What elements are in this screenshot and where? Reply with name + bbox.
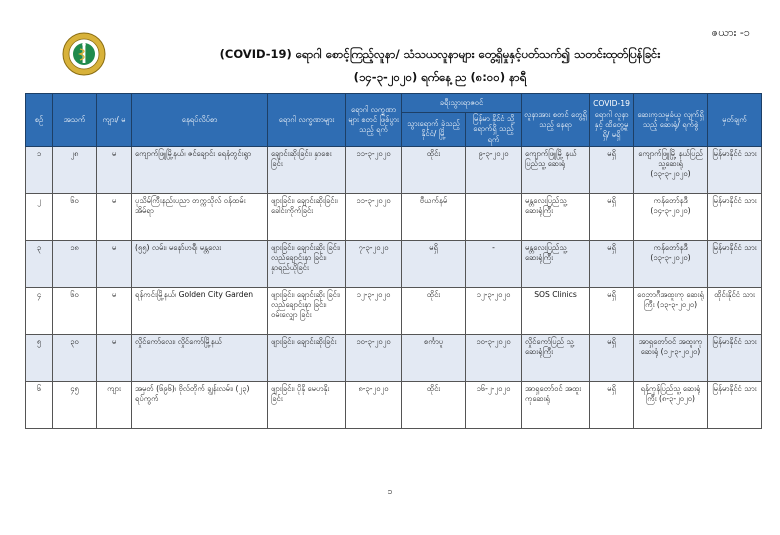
cell-symptoms: ဖျားခြင်း၊ ပိုနို မေပာနိုး ခြင်း [268, 381, 346, 428]
cell-address: (၅၅) လမ်း၊ မနော်ဟရီ၊ မန္တလေး [132, 240, 268, 287]
table-row [26, 240, 762, 287]
cell-sex: မ [97, 240, 132, 287]
cell-no: ၂ [26, 193, 53, 240]
table-row [26, 334, 762, 381]
cell-country: မရှိ [402, 240, 466, 287]
cell-country: စင်္ကာပူ [402, 334, 466, 381]
header-travel-country: သွားရောက် ခဲ့သည့် နိုင်ငံ/ မြို့ [402, 113, 466, 147]
cell-sex: မ [97, 193, 132, 240]
cell-no: ၁ [26, 146, 53, 193]
cell-address: ကျောက်ဖြူမြို့နယ်၊ ဇင်ချောင်း ရေနံတွင်းရွာ [132, 146, 268, 193]
header-travel-history: ခရီးသွားရာဇဝင် [402, 94, 522, 113]
table-row [26, 146, 762, 193]
table-row [26, 287, 762, 334]
cell-symptoms: ဖျားခြင်း၊ ချောင်းဆိုး ခြင်း၊ လည်ချောင်းနာ ခြင်း၊ ဝမ်းလျှော ခြင်း [268, 287, 346, 334]
cell-return: - [466, 240, 522, 287]
cell-sex: မ [97, 334, 132, 381]
cell-contact: မရှိ [590, 287, 634, 334]
header-contact: COVID-19 ရောဂါ လူနာနှင့် ထိတွေ့မှု ရှိ/ မရှိ [590, 94, 634, 147]
table-row [26, 193, 762, 240]
cell-age: ၁၈ [53, 240, 97, 287]
cell-contact: မရှိ [590, 334, 634, 381]
cell-return: ၁၂-၃-၂၀၂၀ [466, 287, 522, 334]
cell-hospital: ရန်ကုန်ပြည်သူ့ ဆေးရုံကြီး (၈-၃-၂၀၂၀) [634, 381, 708, 428]
cell-sex: ကျား [97, 381, 132, 428]
cell-symptoms: ဖျားခြင်း၊ ချောင်းဆိုးခြင်း၊ ခေါင်းကိုက်ခြင်း [268, 193, 346, 240]
cell-contact: မရှိ [590, 240, 634, 287]
cell-sex: မ [97, 146, 132, 193]
cell-onset: ၁၂-၃-၂၀၂၀ [346, 287, 402, 334]
cell-return: ၉-၃-၂၀၂၀ [466, 146, 522, 193]
cell-onset: ၇-၃-၂၀၂၀ [346, 240, 402, 287]
table-row [26, 381, 762, 428]
page-number: ၁ [387, 487, 393, 497]
cell-age: ၆၀ [53, 193, 97, 240]
cell-country: ထိုင်း [402, 146, 466, 193]
cell-no: ၄ [26, 287, 53, 334]
cell-country: ထိုင်း [402, 287, 466, 334]
cell-onset: ၁၁-၃-၂၀၂၀ [346, 146, 402, 193]
cell-facility: SOS Clinics [522, 287, 590, 334]
cell-contact: မရှိ [590, 193, 634, 240]
cell-remarks: မြန်မာနိုင်ငံ သား [708, 193, 762, 240]
header-address: နေရပ်လိပ်စာ [132, 94, 268, 147]
cell-onset: ၁၁-၃-၂၀၂၀ [346, 193, 402, 240]
cell-no: ၆ [26, 381, 53, 428]
cell-hospital: အာရှတော်ဝင် အထူးကုဆေးရုံ (၁၂-၃-၂၀၂၀) [634, 334, 708, 381]
cell-symptoms: ချောင်းဆိုးခြင်း၊ နှာစေးခြင်း [268, 146, 346, 193]
cell-address: ပုသိမ်ကြီးနည်းပညာ တက္ကသိုလ် ဝန်ထမ်း အိမ်ရာ [132, 193, 268, 240]
cell-remarks: ထိုင်းနိုင်ငံ သား [708, 287, 762, 334]
cell-facility: အာရှတော်ဝင် အထူးကုဆေးရုံ [522, 381, 590, 428]
header-remarks: မှတ်ချက် [708, 94, 762, 147]
cell-facility: ကျောက်ဖြူမြို့ နယ်ပြည်သူ့ ဆေးရုံ [522, 146, 590, 193]
annex-label: ဇယား -၁ [711, 26, 750, 39]
header-hospital: ဆေးကုသမှုခံယူ လျက်ရှိသည့် ဆေးရုံ/ ရက်စွဲ [634, 94, 708, 147]
cell-no: ၃ [26, 240, 53, 287]
cell-facility: လှိုင်ကော်ပြည် သူ့ ဆေးရုံကြီး [522, 334, 590, 381]
cell-sex: မ [97, 287, 132, 334]
cell-address: အမှတ် (၆၉၆)၊ ဗိုလ်တိုက် ချွန်းလမ်း၊ (၂၃) ရပ်ကွက် [132, 381, 268, 428]
cell-return [466, 193, 522, 240]
header-age: အသက် [53, 94, 97, 147]
cell-address: လှိုင်ကော်လေး၊ လှိုင်ကော်မြို့နယ် [132, 334, 268, 381]
cell-address: ရန်ကင်းမြို့နယ်၊ Golden City Garden [132, 287, 268, 334]
cell-facility: မန္တလေးပြည်သူ့ ဆေးရုံကြီး [522, 240, 590, 287]
ministry-seal-logo [62, 32, 106, 76]
cell-symptoms: ဖျားခြင်း၊ ချောင်းဆိုး ခြင်း၊ လည်ချောင်းနာ ခြင်း၊ နှာရည်ယိုခြင်း [268, 240, 346, 287]
patient-table [25, 93, 762, 429]
cell-remarks: မြန်မာနိုင်ငံ သား [708, 146, 762, 193]
report-title: (COVID-19) ရောဂါ စောင့်ကြည့်လူနာ/ သံသယလူနာများ တွေ့ရှိမှုနှင့်ပတ်သက်၍ သတင်းထုတ်ပြန်ခြင်း [219, 47, 661, 61]
cell-remarks: မြန်မာနိုင်ငံ သား [708, 381, 762, 428]
cell-contact: မရှိ [590, 146, 634, 193]
header-return-date: မြန်မာ နိုင်ငံ သို့ ရောက်ရှိ သည့်ရက် [466, 113, 522, 147]
cell-remarks: မြန်မာနိုင်ငံ သား [708, 334, 762, 381]
cell-symptoms: ဖျားခြင်း၊ ချောင်းဆိုးခြင်း [268, 334, 346, 381]
header-sex: ကျား/ မ [97, 94, 132, 147]
cell-facility: မန္တလေးပြည်သူ့ ဆေးရုံကြီး [522, 193, 590, 240]
header-facility: လူနာအား စတင် တွေ့ရှိသည့် နေရာ [522, 94, 590, 147]
cell-return: ၁၀-၃-၂၀၂၀ [466, 334, 522, 381]
report-date-line: (၁၄-၃-၂၀၂၀) ရက်နေ့ ည (၈:၀၀) နာရီ [353, 70, 527, 84]
cell-no: ၅ [26, 334, 53, 381]
cell-contact: မရှိ [590, 381, 634, 428]
cell-hospital: ကျောက်ဖြူမြို့ နယ်ပြည်သူ့ဆေးရုံ (၁၃-၃-၂၀၂၀) [634, 146, 708, 193]
cell-hospital: ဝေဘာဂီအထူးကု ဆေးရုံကြီး (၁၃-၃-၂၀၂၀) [634, 287, 708, 334]
header-no: စဉ် [26, 94, 53, 147]
cell-hospital: ကန်တော်နဒီ (၁၄-၃-၂၀၂၀) [634, 193, 708, 240]
header-onset-date: ရောဂါ လက္ခဏာများ စတင် ဖြစ်ပွားသည့် ရက် [346, 94, 402, 147]
cell-hospital: ကန်တော်နဒီ (၁၃-၃-၂၀၂၀) [634, 240, 708, 287]
cell-country: ဗီယက်နမ် [402, 193, 466, 240]
cell-remarks: မြန်မာနိုင်ငံ သား [708, 240, 762, 287]
cell-onset: ၈-၃-၂၀၂၀ [346, 381, 402, 428]
cell-age: ၆၀ [53, 287, 97, 334]
cell-country: ထိုင်း [402, 381, 466, 428]
cell-age: ၂၈ [53, 146, 97, 193]
cell-age: ၄၅ [53, 381, 97, 428]
header-symptoms: ရောဂါ လက္ခဏာများ [268, 94, 346, 147]
cell-age: ၃၀ [53, 334, 97, 381]
cell-return: ၁၆-၂-၂၀၂၀ [466, 381, 522, 428]
cell-onset: ၁၀-၃-၂၀၂၀ [346, 334, 402, 381]
